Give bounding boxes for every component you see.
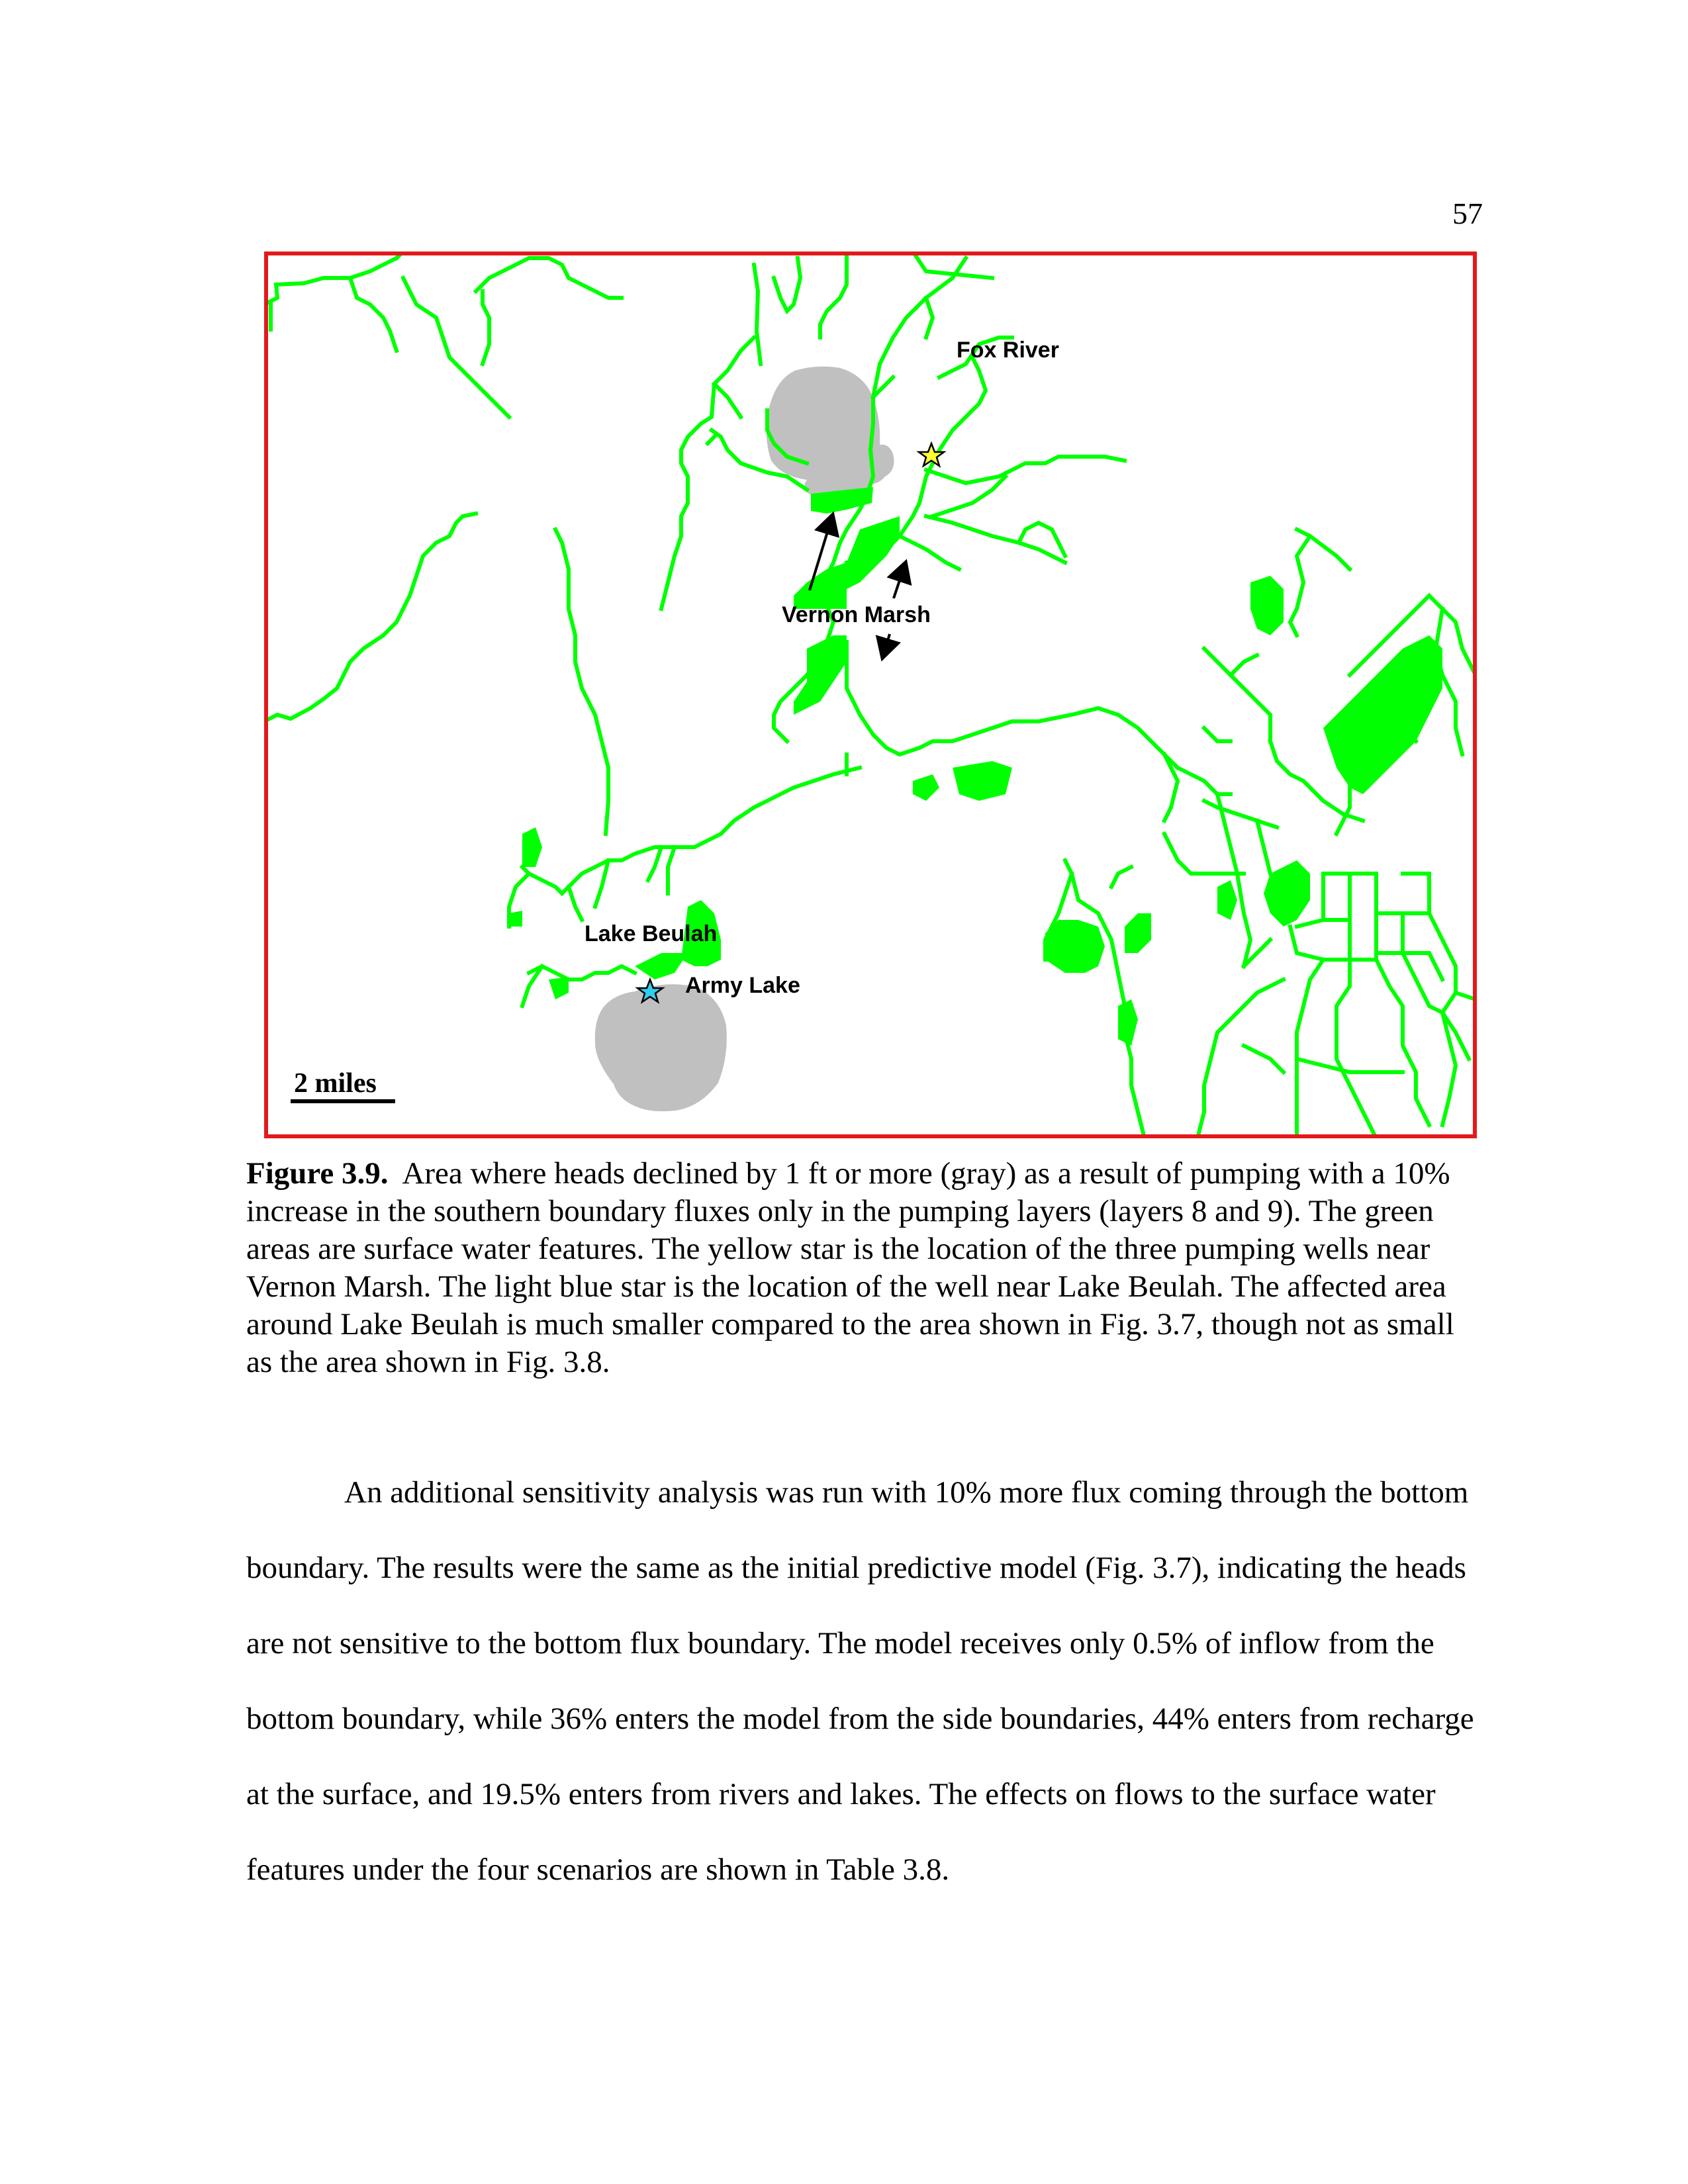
scale-bar xyxy=(291,1099,395,1103)
body-paragraph: An additional sensitivity analysis was run with 10% more flux coming through the bottom boundary. The results were the same as the initial predictive model (Fig. 3.7), indicating the heads are not sensitive to the bottom flux boundary. The model receives only 0.5% of inflow from the bottom boundary, while 36% enters the model from the side boundaries, 44% enters from recharge at the surface, and 19.5% enters from rivers and lakes. The effects on flows to the surface water features under the four scenarios are shown in Table 3.8. xyxy=(246,1475,1474,1887)
figure-caption-label: Figure 3.9. xyxy=(246,1156,389,1191)
marsh-west-2 xyxy=(509,911,522,927)
page-number: 57 xyxy=(1452,197,1483,230)
label-lake-beulah: Lake Beulah xyxy=(585,921,718,946)
map-background xyxy=(264,251,1477,1138)
label-fox-river: Fox River xyxy=(957,338,1059,363)
label-army-lake: Army Lake xyxy=(685,973,800,998)
figure-caption-text: Area where heads declined by 1 ft or more (gray) as a result of pumping with a 10% increase in the southern boundary fluxes only in the pumping layers (layers 8 and 9). The green areas are surface water features. The yellow star is the location of the three pumping wells near Vernon Marsh. The light blue star is the location of the well near Lake Beulah. The affected area around Lake Beulah is much smaller compared to the area shown in Fig. 3.7, though not as small as the area shown in Fig. 3.8. xyxy=(246,1156,1454,1379)
scale-label: 2 miles xyxy=(294,1068,377,1099)
marsh-south-1 xyxy=(1045,920,1105,973)
figure-caption xyxy=(246,1155,1484,1381)
label-vernon-marsh: Vernon Marsh xyxy=(782,602,931,627)
figure-map xyxy=(264,251,1477,1138)
body-text xyxy=(246,1455,1484,1907)
